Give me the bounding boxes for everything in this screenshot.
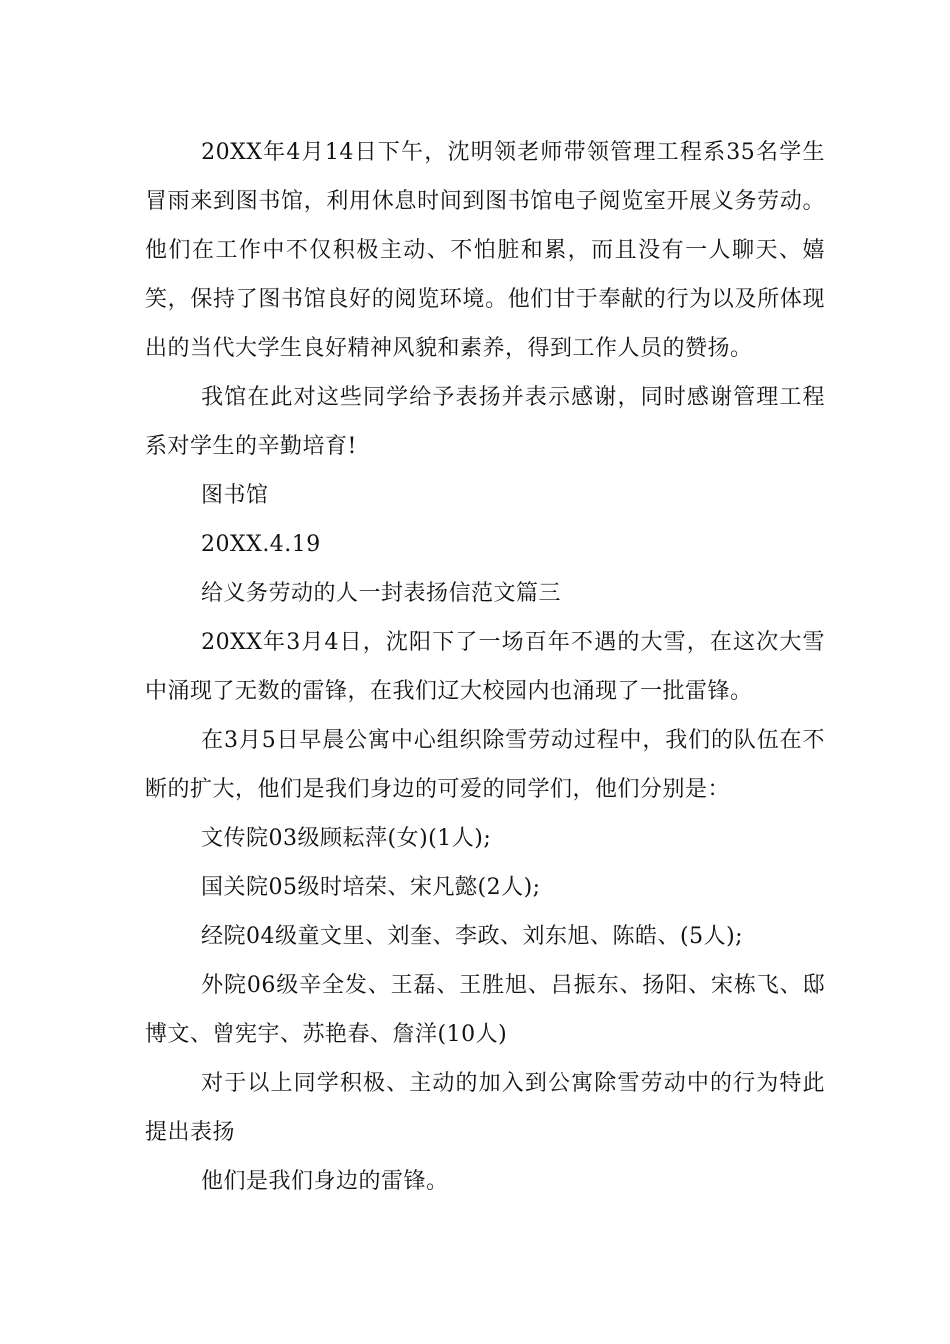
document-body <box>145 128 825 1206</box>
paragraph-snowfall: 20XX年3月4日，沈阳下了一场百年不遇的大雪，在这次大雪中涌现了无数的雷锋，在我们辽大校园内也涌现了一批雷锋。 <box>145 630 825 704</box>
paragraph-commendation: 对于以上同学积极、主动的加入到公寓除雪劳动中的行为特此提出表扬 <box>145 1071 825 1145</box>
list-item: 经院04级童文里、刘奎、李政、刘东旭、陈皓、(5人); <box>201 924 744 949</box>
list-item: 国关院05级时培荣、宋凡懿(2人); <box>201 875 541 900</box>
list-item: 文传院03级顾耘萍(女)(1人); <box>201 826 492 851</box>
closing-line: 他们是我们身边的雷锋。 <box>201 1169 449 1194</box>
paragraph-library-volunteer: 20XX年4月14日下午，沈明领老师带领管理工程系35名学生冒雨来到图书馆，利用休息时间到图书馆电子阅览室开展义务劳动。他们在工作中不仅积极主动、不怕脏和累，而且没有一人聊天、嬉笑，保持了图书馆良好的阅览环境。他们甘于奉献的行为以及所体现出的当代大学生良好精神风貌和素养，得到工作人员的赞扬。 <box>145 140 825 361</box>
section-title: 给义务劳动的人一封表扬信范文篇三 <box>201 581 562 606</box>
paragraph-library-thanks: 我馆在此对这些同学给予表扬并表示感谢，同时感谢管理工程系对学生的辛勤培育! <box>145 385 825 459</box>
paragraph-snow-clearing: 在3月5日早晨公寓中心组织除雪劳动过程中，我们的队伍在不断的扩大，他们是我们身边的可爱的同学们，他们分别是： <box>145 728 825 802</box>
letter-date: 20XX.4.19 <box>201 532 321 557</box>
signature-library: 图书馆 <box>201 483 269 508</box>
paragraph-foreign-studies: 外院06级辛全发、王磊、王胜旭、吕振东、扬阳、宋栋飞、邸博文、曾宪宇、苏艳春、詹洋(10人) <box>145 973 825 1047</box>
